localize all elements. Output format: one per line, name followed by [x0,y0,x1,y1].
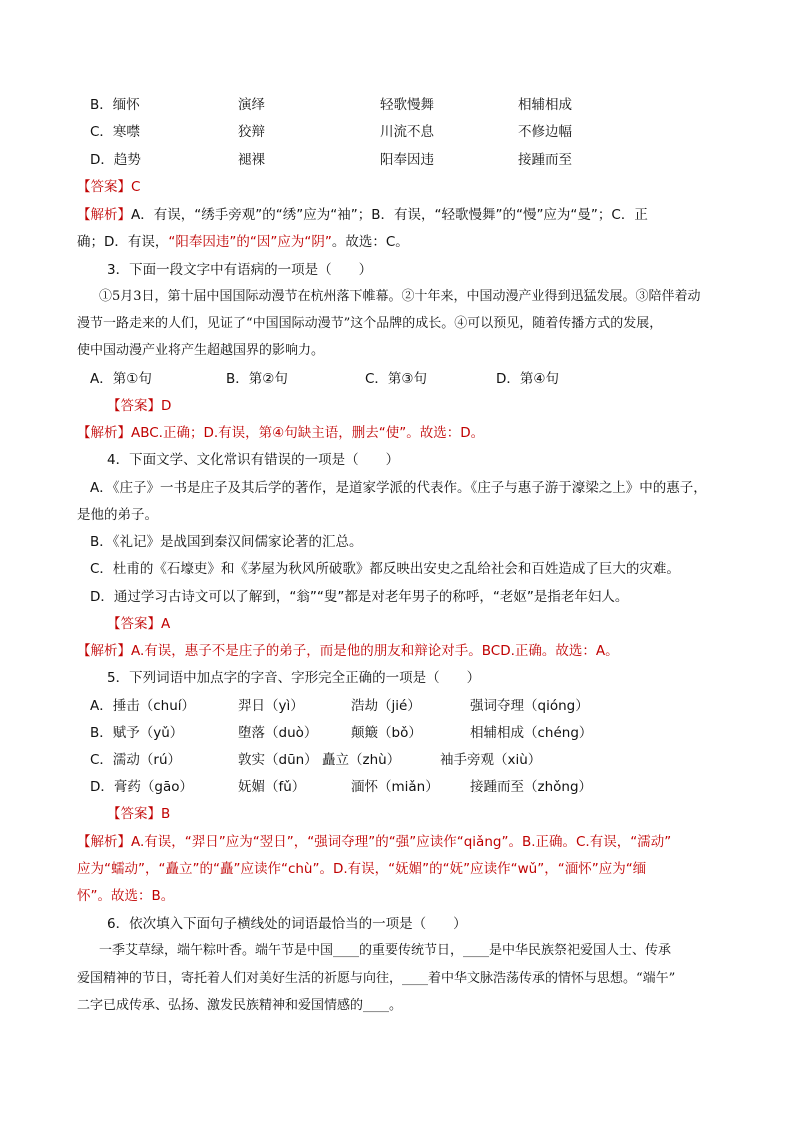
q4-analysis [77,642,619,660]
analysis-text: 确；D．有误， [77,234,169,250]
q4-option-c: C．杜甫的《石壕吏》和《茅屋为秋风所破歌》都反映出安史之乱给社会和百姓造成了巨大的灾难。 [90,561,680,577]
answer-value: D [161,398,172,414]
q5-option-a-word4: 强词夺理（qióng） [470,698,589,714]
q2-option-d-word2: 褪裸 [238,152,265,168]
answer-value: C [131,179,141,195]
q3-option-d: D．第④句 [496,371,559,387]
q2-option-c-word3: 川流不息 [380,124,434,140]
q2-option-b-word4: 相辅相成 [518,97,572,113]
q5-option-d-word3: 湎怀（miǎn） [351,779,439,795]
analysis-text: 。故选：C。 [331,234,409,250]
analysis-text: ABC.正确；D.有误，第④句缺主语，删去“使”。故选：D。 [131,425,485,441]
q4-answer [107,615,170,633]
q4-stem: 4．下面文学、文化常识有错误的一项是（ ） [107,452,400,468]
q2-analysis-line1 [77,206,648,224]
analysis-text: A.有误，“羿日”应为“翌日”，“强词夺理”的“强”应读作“qiǎng”。B.正确。C.有误，“濡动” [131,834,672,850]
q5-analysis-line2: 应为“蠕动”，“矗立”的“矗”应读作“chù”。D.有误，“妩媚”的“妩”应读作“wǔ”，“湎怀”应为“缅 [77,861,647,877]
analysis-tag: 【解析】 [77,425,131,441]
q6-passage-line1: 一季艾草绿，端午粽叶香。端午节是中国____的重要传统节日，____是中华民族祭祀爱国人士、传承 [99,943,672,958]
q2-option-d-label: D．趋势 [90,152,141,168]
q2-option-d-word4: 接踵而至 [518,152,572,168]
q5-analysis-line3: 怀”。故选：B。 [77,888,175,904]
q2-option-d-word3: 阳奉因违 [380,152,434,168]
q2-option-c-word2: 狡辩 [238,124,265,140]
q5-option-d-word4: 接踵而至（zhǒng） [470,779,593,795]
q4-option-a-line1: A．《庄子》一书是庄子及其后学的著作，是道家学派的代表作。《庄子与惠子游于濠梁之上》中的惠子， [90,480,707,496]
q2-option-b-word2: 演绎 [238,97,265,113]
q5-analysis-line1 [77,833,671,851]
q2-option-b-word3: 轻歌慢舞 [380,97,434,113]
q2-option-c-word4: 不修边幅 [518,124,572,140]
analysis-text: A．有误，“绣手旁观”的“绣”应为“袖”；B．有误，“轻歌慢舞”的“慢”应为“曼”；C．正 [131,207,648,223]
answer-tag: 【答案】 [107,806,161,822]
q5-option-a-word1: A．捶击（chuí） [90,698,196,714]
q4-option-d: D．通过学习古诗文可以了解到，“翁”“叟”都是对老年男子的称呼，“老妪”是指老年妇人。 [90,589,629,605]
q5-option-b-word4: 相辅相成（chéng） [470,725,593,741]
answer-value: A [161,616,171,632]
q5-option-b-word1: B．赋予（yǔ） [90,725,184,741]
q6-stem: 6．依次填入下面句子横线处的词语最恰当的一项是（ ） [107,916,467,932]
q6-passage-line2: 爱国精神的节日，寄托着人们对美好生活的祈愿与向往，____着中华文脉浩荡传承的情怀与思想。“端午” [77,971,676,986]
q3-option-b: B．第②句 [226,371,288,387]
answer-tag: 【答案】 [77,179,131,195]
analysis-tag: 【解析】 [77,643,131,659]
q5-option-d-word1: D．膏药（gāo） [90,779,193,795]
analysis-highlight: “阳奉因违”的“因”应为“阴” [168,234,332,250]
answer-tag: 【答案】 [107,616,161,632]
analysis-tag: 【解析】 [77,834,131,850]
q5-stem: 5．下列词语中加点字的字音、字形完全正确的一项是（ ） [107,670,481,686]
q5-option-c-word4: 袖手旁观（xiù） [440,752,542,768]
q4-option-b: B．《礼记》是战国到秦汉间儒家论著的汇总。 [90,534,363,550]
q3-option-a: A．第①句 [90,371,152,387]
q3-passage-line3: 使中国动漫产业将产生超越国界的影响力。 [77,343,325,358]
q3-analysis [77,424,484,442]
answer-tag: 【答案】 [107,398,161,414]
q5-answer [107,805,170,823]
analysis-tag: 【解析】 [77,207,131,223]
q5-option-c-word2: 敦实（dūn） [238,752,318,768]
answer-value: B [161,806,171,822]
q6-passage-line3: 二字已成传承、弘扬、激发民族精神和爱国情感的____。 [77,998,403,1013]
q4-option-a-line2: 是他的弟子。 [77,507,158,523]
q2-option-b-label: B．缅怀 [90,97,140,113]
q5-option-d-word2: 妩媚（fǔ） [238,779,306,795]
q5-option-c-word1: C．濡动（rú） [90,752,182,768]
q5-option-b-word2: 堕落（duò） [238,725,318,741]
q5-option-b-word3: 颠簸（bǒ） [351,725,422,741]
q3-passage-line2: 漫节一路走来的人们，见证了“中国国际动漫节”这个品牌的成长。④可以预见，随着传播方式的发展， [77,316,663,331]
q5-option-a-word3: 浩劫（jié） [351,698,421,714]
q2-answer [77,178,140,196]
q3-stem: 3．下面一段文字中有语病的一项是（ ） [107,262,373,278]
q5-option-a-word2: 羿日（yì） [238,698,304,714]
analysis-text: A.有误，惠子不是庄子的弟子，而是他的朋友和辩论对手。BCD.正确。故选：A。 [131,643,619,659]
q3-option-c: C．第③句 [365,371,428,387]
q2-analysis-line2 [77,233,409,251]
q3-answer [107,397,171,415]
q2-option-c-label: C．寒噤 [90,124,140,140]
q5-option-c-word3: 矗立（zhù） [322,752,401,768]
q3-passage-line1: ①5月3日，第十届中国国际动漫节在杭州落下帷幕。②十年来，中国动漫产业得到迅猛发展。③陪伴着动 [99,289,701,304]
